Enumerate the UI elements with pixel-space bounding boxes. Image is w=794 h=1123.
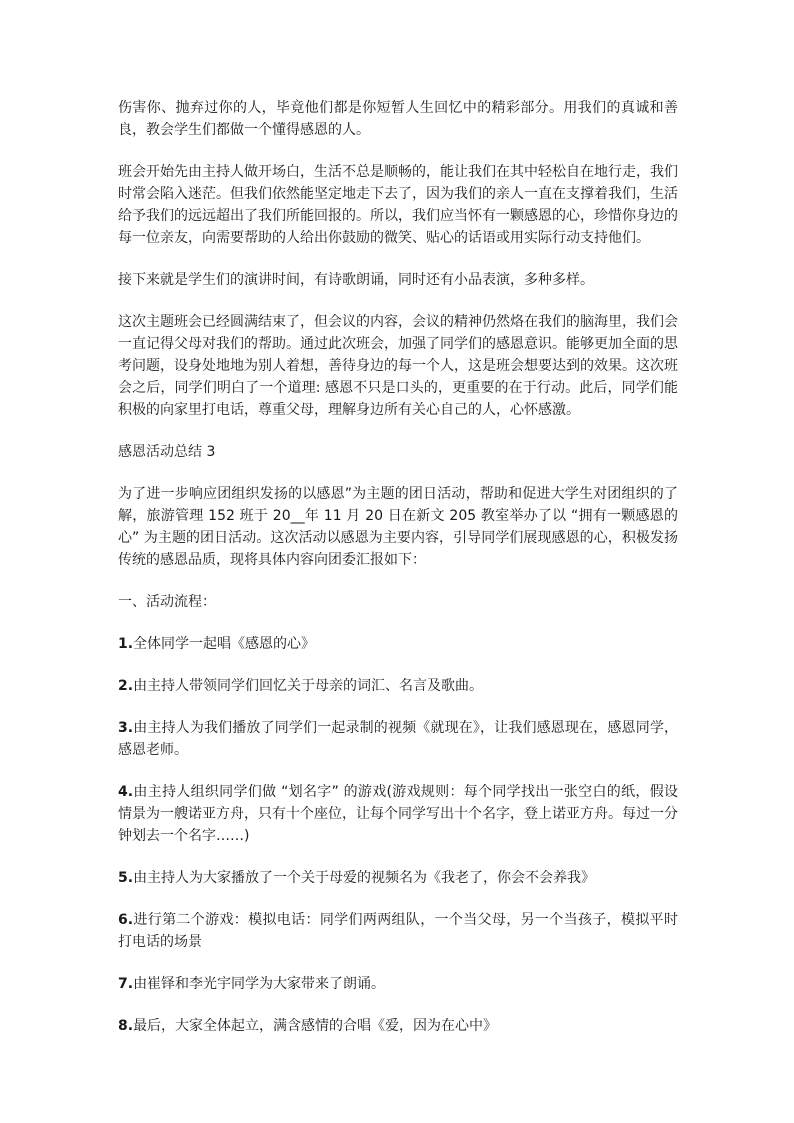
list-item-text: 最后，大家全体起立，满含感情的合唱《爱，因为在心中》 [133,1018,498,1034]
list-item-number: 3. [118,720,134,736]
paragraph-speech-time: 接下来就是学生们的演讲时间，有诗歌朗诵，同时还有小品表演，多种多样。 [118,272,594,288]
list-item [118,1015,678,1037]
list-item-text: 由崔铎和李光宇同学为大家带来了朗诵。 [133,976,386,992]
list-item-number: 1. [118,636,134,652]
document-page [118,97,678,1057]
list-item-text: 由主持人带领同学们回忆关于母亲的词汇、名言及歌曲。 [133,678,484,694]
list-item [118,867,678,889]
paragraph-activity-intro: 为了进一步响应团组织发扬的以感恩”为主题的团日活动，帮助和促进大学生对团组织的了解，旅游管理 152 班于 20__年 11 月 20 日在新文 205 教室举办了以 “拥有一颗感恩的心” 为主题的团日活动。这次活动以感恩为主要内容，引导同学们展现感恩的心，积极发扬传统的感恩品质，现将具体内容向团委汇报如下： [118,486,678,568]
paragraph-meeting-conclusion: 这次主题班会已经圆满结束了，但会议的内容，会议的精神仍然烙在我们的脑海里，我们会一直记得父母对我们的帮助。通过此次班会，加强了同学们的感恩意识。能够更加全面的思考问题，设身处地地为别人着想，善待身边的每一个人，这是班会想要达到的效果。这次班会之后，同学们明白了一个道理: 感恩不只是口头的，更重要的在于行动。此后，同学们能积极的向家里打电话，尊重父母，理解身边所有关心自己的人，心怀感激。 [118,314,678,418]
list-item-number: 2. [118,678,134,694]
section-heading-activity-flow: 一、活动流程： [118,594,216,610]
list-item [118,633,678,655]
section-heading-summary-3: 感恩活动总结 3 [118,444,216,460]
list-item-text: 全体同学一起唱《感恩的心》 [133,636,316,652]
list-item-number: 8. [118,1018,134,1034]
list-item-text: 由主持人为大家播放了一个关于母爱的视频名为《我老了，你会不会养我》 [133,870,596,886]
list-item-number: 4. [118,784,134,800]
list-item-number: 5. [118,870,134,886]
list-item-text: 由主持人为我们播放了同学们一起录制的视频《就现在》，让我们感恩现在，感恩同学，感恩老师。 [118,720,678,758]
list-item [118,973,678,995]
list-item-number: 7. [118,976,134,992]
list-item-text: 进行第二个游戏：模拟电话：同学们两两组队，一个当父母，另一个当孩子，模拟平时打电话的场景 [118,912,678,950]
list-item-number: 6. [118,912,134,928]
list-item [118,717,678,761]
list-item [118,781,678,847]
list-item-text: 由主持人组织同学们做 “划名字” 的游戏(游戏规则：每个同学找出一张空白的纸，假设情景为一艘诺亚方舟，只有十个座位，让每个同学写出十个名字，登上诺亚方舟。每过一分钟划去一个名字……) [118,784,678,844]
list-item [118,909,678,953]
list-item [118,675,678,697]
paragraph-host-opening: 班会开始先由主持人做开场白，生活不总是顺畅的，能让我们在其中轻松自在地行走，我们时常会陷入迷茫。但我们依然能坚定地走下去了，因为我们的亲人一直在支撑着我们，生活给予我们的远远超出了我们所能回报的。所以，我们应当怀有一颗感恩的心，珍惜你身边的每一位亲友，向需要帮助的人给出你鼓励的微笑、贴心的话语或用实际行动支持他们。 [118,164,678,246]
paragraph-gratitude-intro: 伤害你、抛弃过你的人，毕竟他们都是你短暂人生回忆中的精彩部分。用我们的真诚和善良，教会学生们都做一个懂得感恩的人。 [118,100,678,138]
